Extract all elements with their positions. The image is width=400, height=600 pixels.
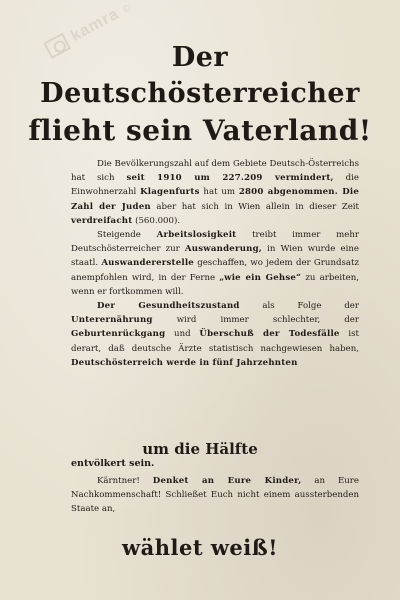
leaflet-body (71, 157, 359, 370)
text-run: (560.000). (132, 215, 181, 226)
title-line-1: Der (171, 42, 229, 73)
text-run: Steigende (97, 230, 157, 241)
text-run: an Eure Nachkommenschaft! Schließet Euch nicht einem aussterbenden Staate an, (71, 476, 359, 515)
bold-run: Überschuß der Todesfälle (199, 329, 340, 340)
bold-run: Geburtenrückgang (71, 329, 166, 340)
bold-run: seit 1910 um 227.209 vermindert, (126, 173, 334, 184)
text-run: in Wien wurde eine staatl. (71, 244, 359, 269)
bold-run: Deutschösterreich werde in fünf Jahrzehnten (71, 357, 298, 368)
text-run: die Einwohnerzahl (71, 173, 359, 198)
text-run: als Folge der (239, 301, 359, 312)
text-run: geschaffen, wo jedem der Grundsatz anempfohlen wird, in der Ferne (71, 258, 359, 283)
paragraph-health (71, 299, 359, 370)
paragraph-population (71, 157, 359, 228)
text-run: ist derart, daß deutsche Ärzte statistisch nachgewiesen haben, (71, 329, 359, 354)
bold-run: Der (97, 301, 139, 312)
paragraph-unemployment (71, 228, 359, 299)
text-run: aber hat sich in Wien allein in dieser Zeit (150, 201, 360, 212)
text-run: zu arbeiten, wenn er fortkommen will. (71, 272, 359, 297)
watermark-text: kamra (67, 5, 123, 45)
bold-run: verdreifacht (71, 215, 133, 226)
bold-run: 2800 abgenommen. Die Zahl der Juden (71, 187, 359, 212)
bold-run: Unterernährung (71, 315, 153, 326)
vote-slogan: wählet weiß! (122, 535, 278, 560)
text-run: wird immer schlechter, der (152, 315, 359, 326)
bold-run: Denket an Eure Kinder, (152, 476, 302, 486)
half-line: um die Hälfte (142, 440, 258, 458)
bold-run: „wie ein Gehse“ (219, 272, 302, 283)
copyright-icon: © (120, 2, 133, 16)
bold-run: Klagenfurts (140, 187, 200, 198)
text-run: treibt immer mehr Deutschösterreicher zur (71, 230, 359, 255)
text-run: hat um (199, 187, 239, 198)
bold-run: Arbeitslosigkeit (156, 230, 237, 241)
bold-run: Auswandererstelle (101, 258, 194, 269)
text-run: Kärntner! (97, 476, 153, 486)
title-line-3: flieht sein Vaterland! (28, 114, 372, 147)
closing-paragraph (71, 474, 359, 517)
bold-run: Auswanderung, (184, 244, 262, 255)
bold-run: Gesundheitszustand (138, 301, 240, 312)
depopulated-line: entvölkert sein. (71, 458, 155, 469)
title-line-2: Deutschösterreicher (40, 78, 360, 109)
text-run: Die Bevölkerungszahl auf dem Gebiete Deutsch-Österreichs hat sich (71, 159, 359, 184)
text-run: und (165, 329, 200, 340)
